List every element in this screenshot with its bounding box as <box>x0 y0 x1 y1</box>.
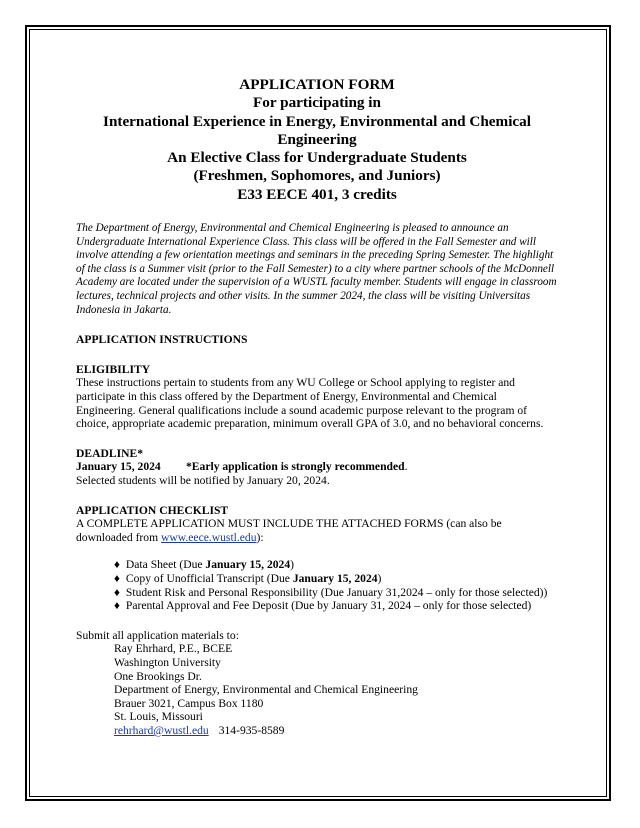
checklist-item-text: Copy of Unofficial Transcript (Due <box>125 571 293 585</box>
title-line-7: E33 EECE 401, 3 credits <box>237 185 397 203</box>
checklist-item <box>114 572 558 586</box>
contact-street: One Brookings Dr. <box>114 669 202 683</box>
document-title <box>76 76 558 204</box>
eece-website-link[interactable]: www.eece.wustl.edu <box>161 530 257 544</box>
checklist-item-end: ) <box>377 571 382 585</box>
deadline-date: January 15, 2024 <box>76 460 161 474</box>
checklist-item-date: January 15, 2024 <box>205 558 291 572</box>
notification-text: Selected students will be notified by January 20, 2024. <box>76 473 330 487</box>
title-line-2: For participating in <box>253 94 381 112</box>
intro-paragraph: The Department of Energy, Environmental and Chemical Engineering is pleased to announce an Undergraduate International Experience Class. This class will be offered in the Fall Semester and will involve attending a few orientation meetings and seminars in the preceding Spring Semester. The highlight of the class is a Summer visit (prior to the Fall Semester) to a city where partner schools of the McDonnell Academy are located under the supervision of a WUSTL faculty member. Students will engage in classroom lectures, technical projects and other visits. In the summer 2024, the class will be visiting Universitas Indonesia in Jakarta. <box>76 222 557 316</box>
contact-department: Department of Energy, Environmental and Chemical Engineering <box>114 683 418 697</box>
title-line-4: Engineering <box>277 130 357 148</box>
submit-intro: Submit all application materials to: <box>76 628 239 642</box>
checklist-item-text: Student Risk and Personal Responsibility (Due January 31,2024 – only for those selected)) <box>125 585 548 599</box>
deadline-note: *Early application is strongly recommended <box>186 460 405 474</box>
checklist-item-end: ) <box>290 558 295 572</box>
checklist-items <box>76 558 558 612</box>
checklist-heading: APPLICATION CHECKLIST <box>76 503 229 517</box>
checklist-item <box>114 586 558 600</box>
title-line-5: An Elective Class for Undergraduate Students <box>167 149 467 167</box>
deadline-row <box>76 460 558 474</box>
checklist-item <box>114 558 558 572</box>
diamond-bullet-icon: ♦ <box>114 585 120 599</box>
checklist-intro <box>76 517 558 544</box>
contact-city: St. Louis, Missouri <box>114 710 203 724</box>
checklist-intro-text: A COMPLETE APPLICATION MUST INCLUDE THE ATTACHED FORMS (can also be downloaded from <box>76 517 502 544</box>
document-body <box>76 76 558 737</box>
checklist-intro-end: ): <box>256 530 264 544</box>
diamond-bullet-icon: ♦ <box>114 558 120 572</box>
eligibility-heading: ELIGIBILITY <box>76 362 151 376</box>
checklist-item-text: Data Sheet (Due <box>125 558 206 572</box>
title-line-1: APPLICATION FORM <box>239 76 395 93</box>
deadline-note-end: . <box>404 460 408 474</box>
instructions-heading: APPLICATION INSTRUCTIONS <box>76 333 248 347</box>
eligibility-text: These instructions pertain to students from any WU College or School applying to register and participate in this class offered by the Department of Energy, Environmental and Chemical Engineering. General qualifications include a sound academic purpose relevant to the program of choice, appropriate academic preparation, minimum overall GPA of 3.0, and no behavioral concerns. <box>76 376 544 431</box>
title-line-3: International Experience in Energy, Environmental and Chemical <box>103 112 531 130</box>
contact-building: Brauer 3021, Campus Box 1180 <box>114 696 264 710</box>
diamond-bullet-icon: ♦ <box>114 571 120 585</box>
contact-name: Ray Ehrhard, P.E., BCEE <box>114 642 233 656</box>
contact-phone: 314-935-8589 <box>218 723 285 737</box>
deadline-heading: DEADLINE* <box>76 446 143 460</box>
checklist-item-date: January 15, 2024 <box>292 571 378 585</box>
title-line-6: (Freshmen, Sophomores, and Juniors) <box>193 167 441 185</box>
mailing-address <box>76 642 558 737</box>
diamond-bullet-icon: ♦ <box>114 599 120 613</box>
contact-line <box>114 724 558 738</box>
email-link[interactable]: rehrhard@wustl.edu <box>114 723 209 737</box>
contact-university: Washington University <box>114 655 221 669</box>
checklist-item <box>114 599 558 613</box>
checklist-item-text: Parental Approval and Fee Deposit (Due by January 31, 2024 – only for those selected) <box>125 599 532 613</box>
